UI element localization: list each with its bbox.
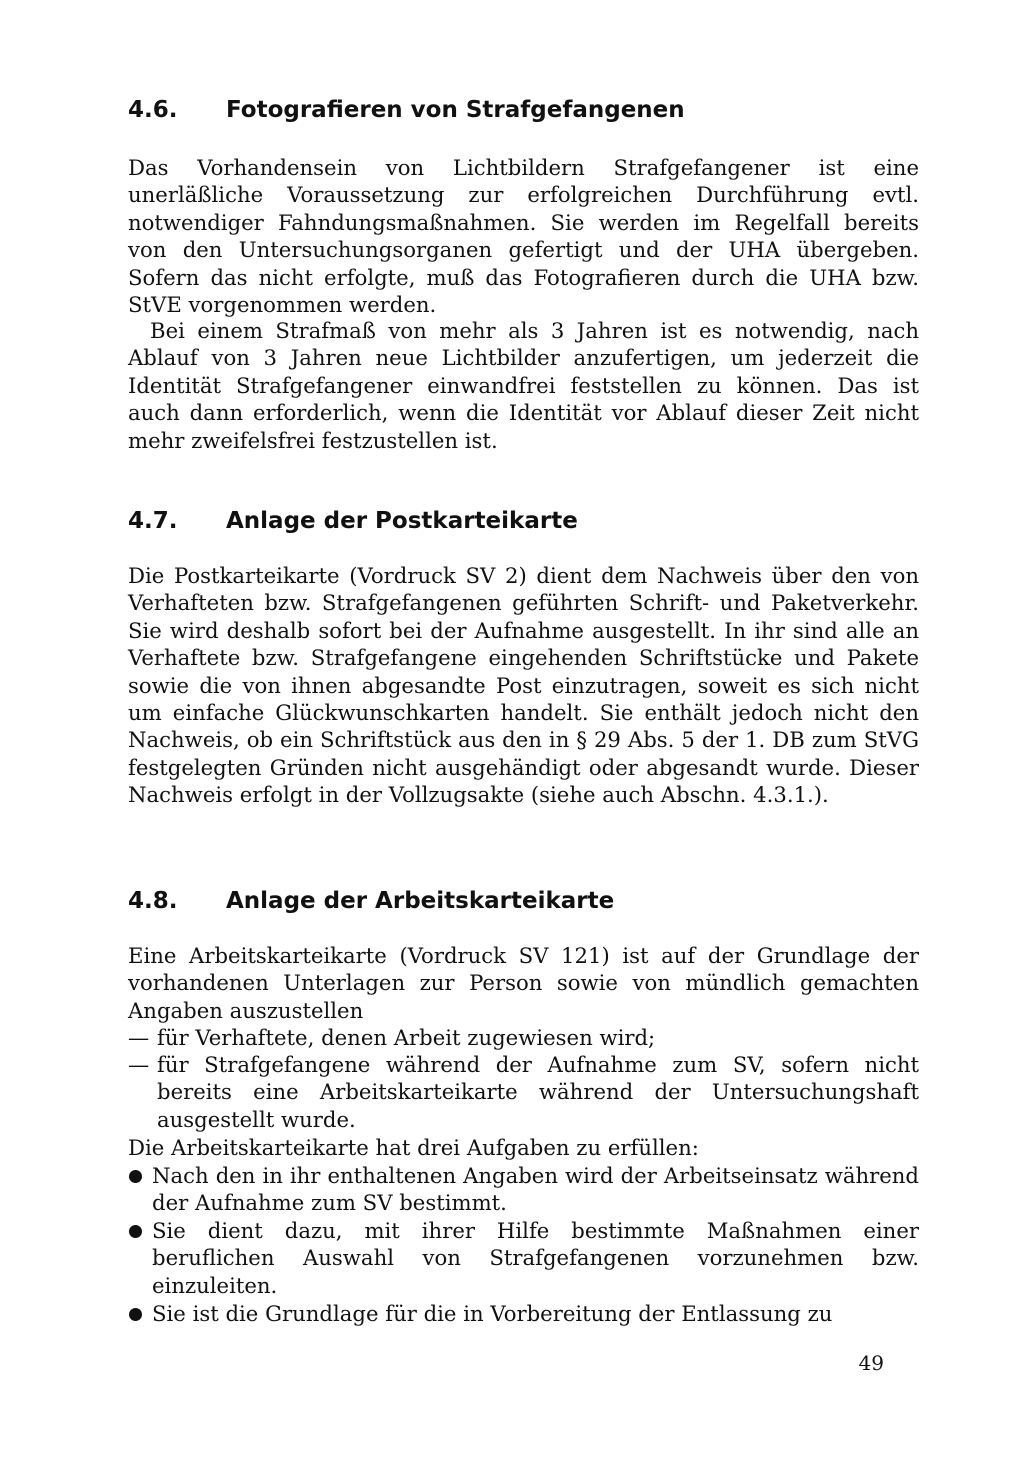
section-title: Anlage der Arbeitskarteikarte bbox=[226, 888, 615, 914]
list-item bbox=[128, 1024, 919, 1051]
section-heading-4-7 bbox=[128, 506, 578, 536]
page-number: 49 bbox=[858, 1351, 884, 1375]
list-item bbox=[128, 1051, 919, 1133]
section-number: 4.8. bbox=[128, 888, 178, 914]
section-number: 4.6. bbox=[128, 97, 178, 123]
bullet-icon bbox=[128, 1217, 152, 1244]
list-item-text: Sie ist die Grundlage für die in Vorbereitung der Entlassung zu bbox=[152, 1301, 833, 1326]
section-number: 4.7. bbox=[128, 508, 178, 534]
list-item bbox=[128, 1300, 919, 1327]
list-item-text: Nach den in ihr enthaltenen Angaben wird der Arbeitseinsatz während der Aufnahme zum SV bestimmt. bbox=[152, 1163, 919, 1216]
list-item bbox=[128, 1162, 919, 1217]
paragraph: Die Arbeitskarteikarte hat drei Aufgaben zu erfüllen: bbox=[128, 1135, 699, 1160]
bullet-icon bbox=[128, 1162, 152, 1189]
list-item-text: Sie dient dazu, mit ihrer Hilfe bestimmte Maßnahmen einer beruflichen Auswahl von Strafgefangenen vorzunehmen bzw. einzuleiten. bbox=[152, 1218, 919, 1298]
dash-marker: — bbox=[128, 1025, 150, 1050]
section-heading-4-8 bbox=[128, 886, 614, 916]
paragraph: Bei einem Strafmaß von mehr als 3 Jahren ist es notwendig, nach Ablauf von 3 Jahren neue Lichtbilder anzufertigen, um jederzeit die Identität Strafgefangener einwandfrei feststellen zu können. Das ist auch dann erforderlich, wenn die Identität vor Ablauf dieser Zeit nicht mehr zweifelsfrei festzustellen ist. bbox=[128, 318, 919, 453]
dash-marker: — bbox=[128, 1052, 150, 1077]
section-heading-4-6 bbox=[128, 95, 685, 125]
paragraph: Eine Arbeitskarteikarte (Vordruck SV 121) ist auf der Grundlage der vorhandenen Unterlagen zur Person sowie von mündlich gemachten Angaben auszustellen bbox=[128, 943, 919, 1023]
bullet-icon bbox=[128, 1300, 152, 1327]
list-item-text: für Strafgefangene während der Aufnahme zum SV, sofern nicht bereits eine Arbeitskarteikarte während der Untersuchungshaft ausgestellt wurde. bbox=[157, 1052, 919, 1132]
paragraph: Das Vorhandensein von Lichtbildern Strafgefangener ist eine unerläßliche Voraussetzung zur erfolgreichen Durchführung evtl. notwendiger Fahndungsmaßnahmen. Sie werden im Regelfall bereits von den Untersuchungsorganen gefertigt und der UHA übergeben. Sofern das nicht erfolgte, muß das Fotografieren durch die UHA bzw. StVE vorgenommen werden. bbox=[128, 155, 919, 318]
paragraph: Die Postkarteikarte (Vordruck SV 2) dient dem Nachweis über den von Verhafteten bzw. Strafgefangenen geführten Schrift- und Paketverkehr. Sie wird deshalb sofort bei der Aufnahme ausgestellt. In ihr sind alle an Verhaftete bzw. Strafgefangene eingehenden Schriftstücke und Pakete sowie die von ihnen abgesandte Post einzutragen, soweit es sich nicht um einfache Glückwunschkarten handelt. Sie enthält jedoch nicht den Nachweis, ob ein Schriftstück aus den in § 29 Abs. 5 der 1. DB zum StVG festgelegten Gründen nicht ausgehändigt oder abgesandt wurde. Dieser Nachweis erfolgt in der Vollzugsakte (siehe auch Abschn. 4.3.1.). bbox=[128, 563, 919, 808]
list-item-text: für Verhaftete, denen Arbeit zugewiesen wird; bbox=[157, 1025, 656, 1050]
section-title: Anlage der Postkarteikarte bbox=[226, 508, 578, 534]
list-item bbox=[128, 1217, 919, 1299]
section-title: Fotografieren von Strafgefangenen bbox=[226, 97, 685, 123]
